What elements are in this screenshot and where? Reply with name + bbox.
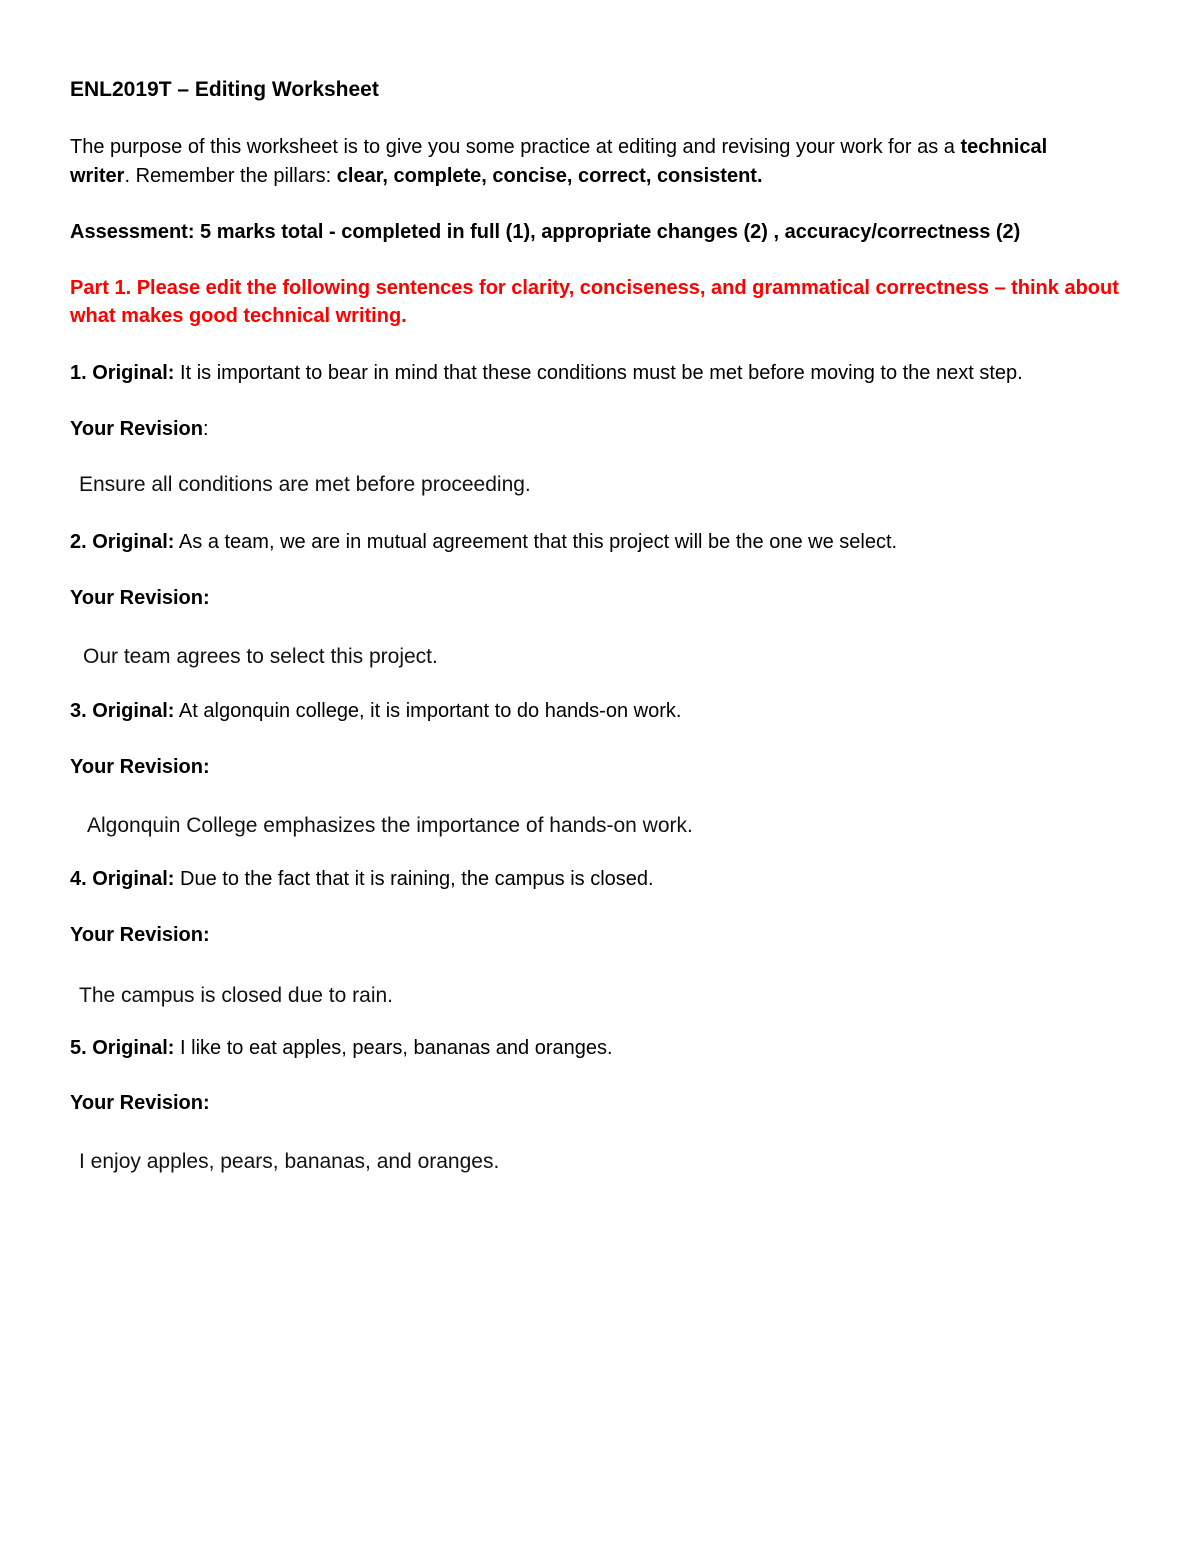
- item-4-revision-label: Your Revision:: [70, 924, 210, 946]
- item-4-number-label: 4. Original:: [70, 868, 175, 890]
- intro-line-1: [70, 133, 1047, 161]
- intro-pillars: clear, complete, concise, correct, consistent.: [336, 165, 763, 187]
- intro-bold-writer: writer: [70, 165, 125, 187]
- item-1-original-text: It is important to bear in mind that these conditions must be met before moving to the next step.: [180, 362, 1023, 384]
- page-title: ENL2019T – Editing Worksheet: [70, 78, 379, 101]
- intro-text: The purpose of this worksheet is to give you some practice at editing and revising your work for as a: [70, 136, 955, 158]
- item-4-original-text: Due to the fact that it is raining, the campus is closed.: [180, 868, 654, 890]
- item-3-number-label: 3. Original:: [70, 700, 175, 722]
- part-instructions-line-2: what makes good technical writing.: [70, 305, 407, 327]
- intro-bold-technical: technical: [960, 136, 1048, 158]
- item-5-original-text: I like to eat apples, pears, bananas and oranges.: [180, 1037, 613, 1059]
- item-3-answer: Algonquin College emphasizes the importance of hands-on work.: [87, 814, 693, 837]
- item-5-revision-label: Your Revision:: [70, 1092, 210, 1114]
- item-1-revision-label-text: Your Revision: [70, 418, 203, 440]
- item-1-revision-label: [70, 415, 209, 443]
- assessment-line: Assessment: 5 marks total - completed in full (1), appropriate changes (2) , accuracy/correctness (2): [70, 221, 1021, 243]
- item-3-original-text: At algonquin college, it is important to do hands-on work.: [178, 700, 682, 722]
- item-2-original: [70, 528, 897, 556]
- item-3-original: [70, 697, 681, 725]
- intro-text-2: . Remember the pillars:: [124, 165, 332, 187]
- item-2-revision-label: Your Revision:: [70, 587, 210, 609]
- item-5-answer: I enjoy apples, pears, bananas, and oranges.: [79, 1150, 500, 1173]
- part-instructions-line-1: [70, 274, 1119, 302]
- part-label: Part 1.: [70, 277, 132, 299]
- item-3-revision-label: Your Revision:: [70, 756, 210, 778]
- item-1-answer: Ensure all conditions are met before proceeding.: [79, 473, 531, 496]
- item-4-answer: The campus is closed due to rain.: [79, 984, 393, 1007]
- item-2-number-label: 2. Original:: [70, 531, 175, 553]
- item-1-number-label: 1. Original:: [70, 362, 175, 384]
- intro-line-2: [70, 162, 763, 190]
- item-1-original: [70, 359, 1023, 387]
- item-1-revision-colon: :: [203, 418, 209, 440]
- item-5-original: [70, 1034, 613, 1062]
- item-2-answer: Our team agrees to select this project.: [83, 645, 438, 668]
- item-5-number-label: 5. Original:: [70, 1037, 175, 1059]
- item-4-original: [70, 865, 654, 893]
- part-instructions: Please edit the following sentences for clarity, conciseness, and grammatical correctness – think about: [136, 277, 1119, 299]
- item-2-original-text: As a team, we are in mutual agreement that this project will be the one we select.: [178, 531, 898, 553]
